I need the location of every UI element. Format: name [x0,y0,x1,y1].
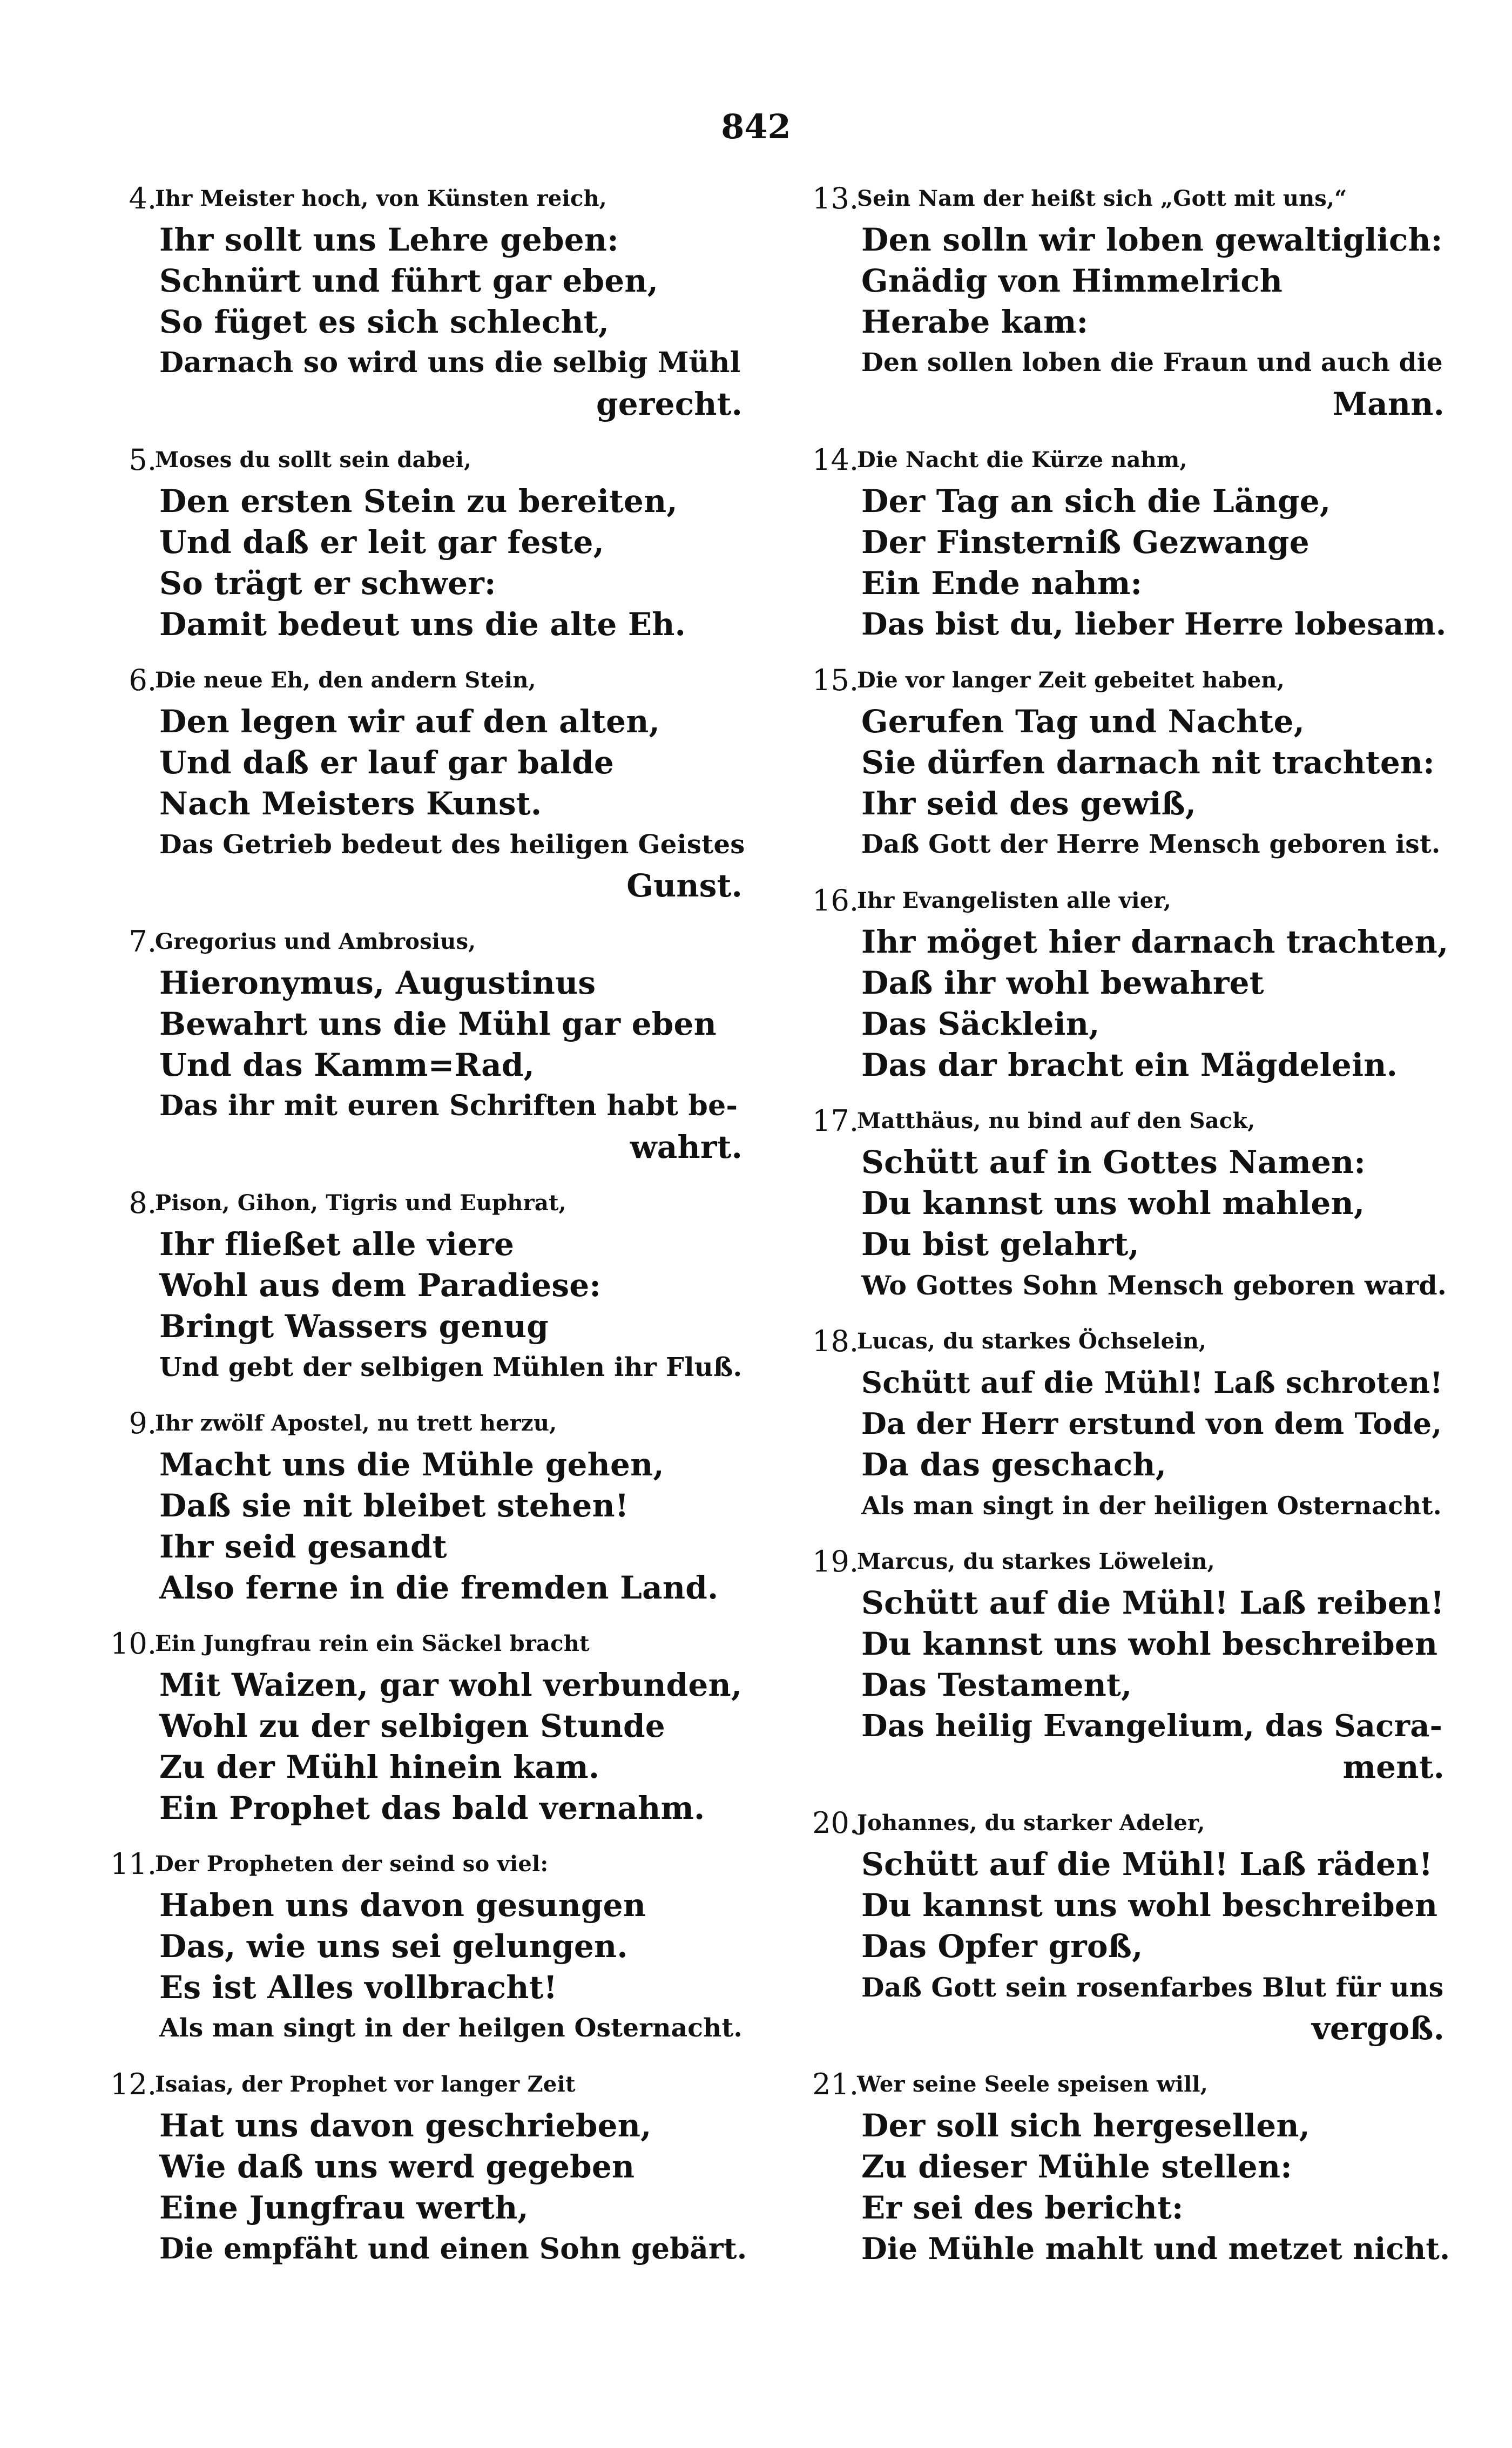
verse-line: Das Testament, [861,1667,1132,1703]
verse-line-continuation: gerecht. [596,386,742,422]
verse-line: Das bist du, lieber Herre lobesam. [861,606,1447,642]
verse-line: Sein Nam der heißt sich „Gott mit uns,“ [857,186,1347,211]
verse-line: Als man singt in der heiligen Osternacht. [861,1491,1442,1520]
verse-line: Und gebt der selbigen Mühlen ihr Fluß. [159,1352,742,1383]
verse-line: Als man singt in der heilgen Osternacht. [159,2013,742,2043]
verse-line: Marcus, du starkes Löwelein, [857,1549,1215,1574]
verse-line: Und das Kamm=Rad, [159,1047,535,1083]
stanza-number: 7. [129,925,157,959]
stanza-number: 8. [129,1186,157,1220]
verse-line: Wohl aus dem Paradiese: [159,1267,601,1304]
verse-line: Mit Waizen, gar wohl verbunden, [159,1667,742,1703]
stanza-number: 13. [812,181,859,215]
verse-line-continuation: Gunst. [626,867,742,904]
left-column [76,178,748,2284]
verse-line-continuation: wahrt. [630,1129,742,1165]
stanza [778,440,1450,645]
verse-line: Johannes, du starker Adeler, [857,1810,1205,1836]
stanza-number: 16. [812,884,859,918]
verse-line: Damit bedeut uns die alte Eh. [159,606,686,643]
verse-line: Wo Gottes Sohn Mensch geboren ward. [861,1270,1447,1301]
stanza-number: 10. [110,1627,157,1661]
stanza-number: 18. [812,1324,859,1358]
verse-line: Die neue Eh, den andern Stein, [155,667,536,693]
stanza-number: 6. [129,663,157,697]
verse-line-continuation: Mann. [1332,386,1444,422]
verse-line: Wie daß uns werd gegeben [159,2148,635,2185]
verse-line: Die empfäht und einen Sohn gebärt. [159,2232,747,2265]
verse-line: Gnädig von Himmelrich [861,262,1283,299]
stanza [76,1844,748,2049]
verse-line: Eine Jungfrau werth, [159,2189,529,2226]
verse-line: Den legen wir auf den alten, [159,703,660,740]
verse-line: Isaias, der Prophet vor langer Zeit [155,2072,576,2097]
stanza [778,660,1450,865]
stanza [778,1803,1450,2049]
verse-line: Lucas, du starkes Öchselein, [857,1328,1207,1354]
verse-line: Also ferne in die fremden Land. [159,1569,719,1606]
verse-line: Das Getrieb bedeut des heiligen Geistes [159,830,745,860]
stanza-number: 4. [129,181,157,215]
verse-line: Haben uns davon gesungen [159,1887,646,1924]
verse-line: Pison, Gihon, Tigris und Euphrat, [155,1190,566,1216]
stanza-number: 14. [812,443,859,477]
verse-line: Du bist gelahrt, [861,1226,1139,1263]
verse-line: Ein Jungfrau rein ein Säckel bracht [155,1631,590,1656]
stanza-number: 12. [110,2067,157,2101]
stanza [76,2064,748,2269]
verse-line: Moses du sollt sein dabei, [155,447,472,473]
verse-line: Den ersten Stein zu bereiten, [159,483,678,520]
verse-line: Das Säcklein, [861,1006,1100,1042]
verse-line: Das ihr mit euren Schriften habt be- [159,1089,738,1122]
verse-line: Zu der Mühl hinein kam. [159,1749,600,1785]
verse-line-continuation: vergoß. [1311,2010,1444,2047]
stanza [778,2064,1450,2269]
verse-line: Ihr seid des gewiß, [861,785,1197,822]
verse-line: Das heilig Evangelium, das Sacra- [861,1708,1443,1744]
verse-line: Das Opfer groß, [861,1928,1143,1965]
verse-line: Nach Meisters Kunst. [159,785,542,822]
stanza [76,178,748,424]
verse-line: Der soll sich hergesellen, [861,2107,1311,2144]
stanza [778,1321,1450,1526]
stanza [76,1183,748,1388]
verse-line: Schütt auf die Mühl! Laß reiben! [861,1584,1444,1621]
verse-line: Du kannst uns wohl beschreiben [861,1626,1438,1662]
verse-line: Bringt Wassers genug [159,1308,549,1345]
stanza-number: 15. [812,663,859,697]
stanza-number: 17. [812,1104,859,1138]
stanza-number: 9. [129,1406,157,1440]
page-number: 842 [721,107,791,146]
verse-line: Ihr zwölf Apostel, nu trett herzu, [155,1411,557,1436]
verse-line: Schnürt und führt gar eben, [159,262,659,299]
verse-line: Das, wie uns sei gelungen. [159,1928,628,1965]
stanza-number: 19. [812,1545,859,1579]
verse-line: Ihr Evangelisten alle vier, [857,888,1171,913]
verse-line: Gregorius und Ambrosius, [155,929,476,954]
verse-line: Macht uns die Mühle gehen, [159,1446,664,1483]
verse-line: Der Finsterniß Gezwange [861,524,1310,561]
verse-line: Und daß er lauf gar balde [159,744,614,781]
verse-line: Daß Gott der Herre Mensch geboren ist. [861,830,1441,859]
verse-line: Herabe kam: [861,304,1089,340]
verse-line: Wohl zu der selbigen Stunde [159,1708,665,1744]
stanza-number: 21. [812,2067,859,2101]
stanza [76,660,748,906]
verse-line: Sie dürfen darnach nit trachten: [861,744,1435,781]
verse-line: Daß ihr wohl bewahret [861,965,1264,1001]
verse-line: Hat uns davon geschrieben, [159,2107,652,2144]
stanza [778,880,1450,1085]
verse-line: Den sollen loben die Fraun und auch die [861,348,1443,377]
verse-line: Er sei des bericht: [861,2189,1184,2226]
verse-line-continuation: ment. [1342,1749,1444,1785]
verse-line: Die vor langer Zeit gebeitet haben, [857,667,1285,693]
stanza [76,1623,748,1829]
verse-line: Schütt auf die Mühl! Laß räden! [861,1846,1433,1883]
stanza [778,1541,1450,1788]
stanza-number: 11. [110,1847,157,1881]
verse-line: Wer seine Seele speisen will, [857,2072,1208,2097]
stanza-number: 20. [812,1806,859,1840]
verse-line: Den solln wir loben gewaltiglich: [861,221,1443,258]
stanza [76,1403,748,1608]
verse-line: Der Propheten der seind so viel: [155,1851,549,1877]
verse-line: Und daß er leit gar feste, [159,524,604,561]
verse-line: Daß Gott sein rosenfarbes Blut für uns [861,1972,1444,2003]
verse-line: Daß sie nit bleibet stehen! [159,1487,629,1524]
verse-line: Ihr sollt uns Lehre geben: [159,221,619,258]
verse-line: Schütt auf in Gottes Namen: [861,1144,1366,1181]
verse-line: Die Nacht die Kürze nahm, [857,447,1187,473]
verse-line: Bewahrt uns die Mühl gar eben [159,1006,717,1042]
verse-line: Hieronymus, Augustinus [159,965,596,1001]
stanza [76,440,748,645]
verse-line: Ein Prophet das bald vernahm. [159,1790,705,1826]
verse-line: Ihr seid gesandt [159,1528,447,1565]
stanza-number: 5. [129,443,157,477]
verse-line: Der Tag an sich die Länge, [861,483,1331,520]
verse-line: Zu dieser Mühle stellen: [861,2148,1292,2185]
verse-line: Ihr möget hier darnach trachten, [861,923,1449,960]
verse-line: Du kannst uns wohl mahlen, [861,1185,1365,1222]
verse-line: Ihr Meister hoch, von Künsten reich, [155,186,607,211]
verse-line: Das dar bracht ein Mägdelein. [861,1047,1398,1083]
verse-line: So trägt er schwer: [159,565,496,602]
stanza [778,1101,1450,1306]
verse-line: Da das geschach, [861,1446,1167,1483]
verse-line: Ihr fließet alle viere [159,1226,515,1263]
right-column [778,178,1450,2284]
verse-line: Es ist Alles vollbracht! [159,1969,558,2006]
verse-line: So füget es sich schlecht, [159,304,610,340]
verse-line: Die Mühle mahlt und metzet nicht. [861,2231,1450,2266]
verse-line: Ein Ende nahm: [861,565,1143,602]
stanza [76,921,748,1168]
verse-line: Matthäus, nu bind auf den Sack, [857,1108,1256,1134]
verse-line: Schütt auf die Mühl! Laß schroten! [861,1365,1443,1400]
verse-line: Du kannst uns wohl beschreiben [861,1887,1438,1924]
stanza [778,178,1450,424]
verse-line: Darnach so wird uns die selbig Mühl [159,346,741,379]
verse-line: Da der Herr erstund von dem Tode, [861,1406,1442,1441]
verse-line: Gerufen Tag und Nachte, [861,703,1305,740]
